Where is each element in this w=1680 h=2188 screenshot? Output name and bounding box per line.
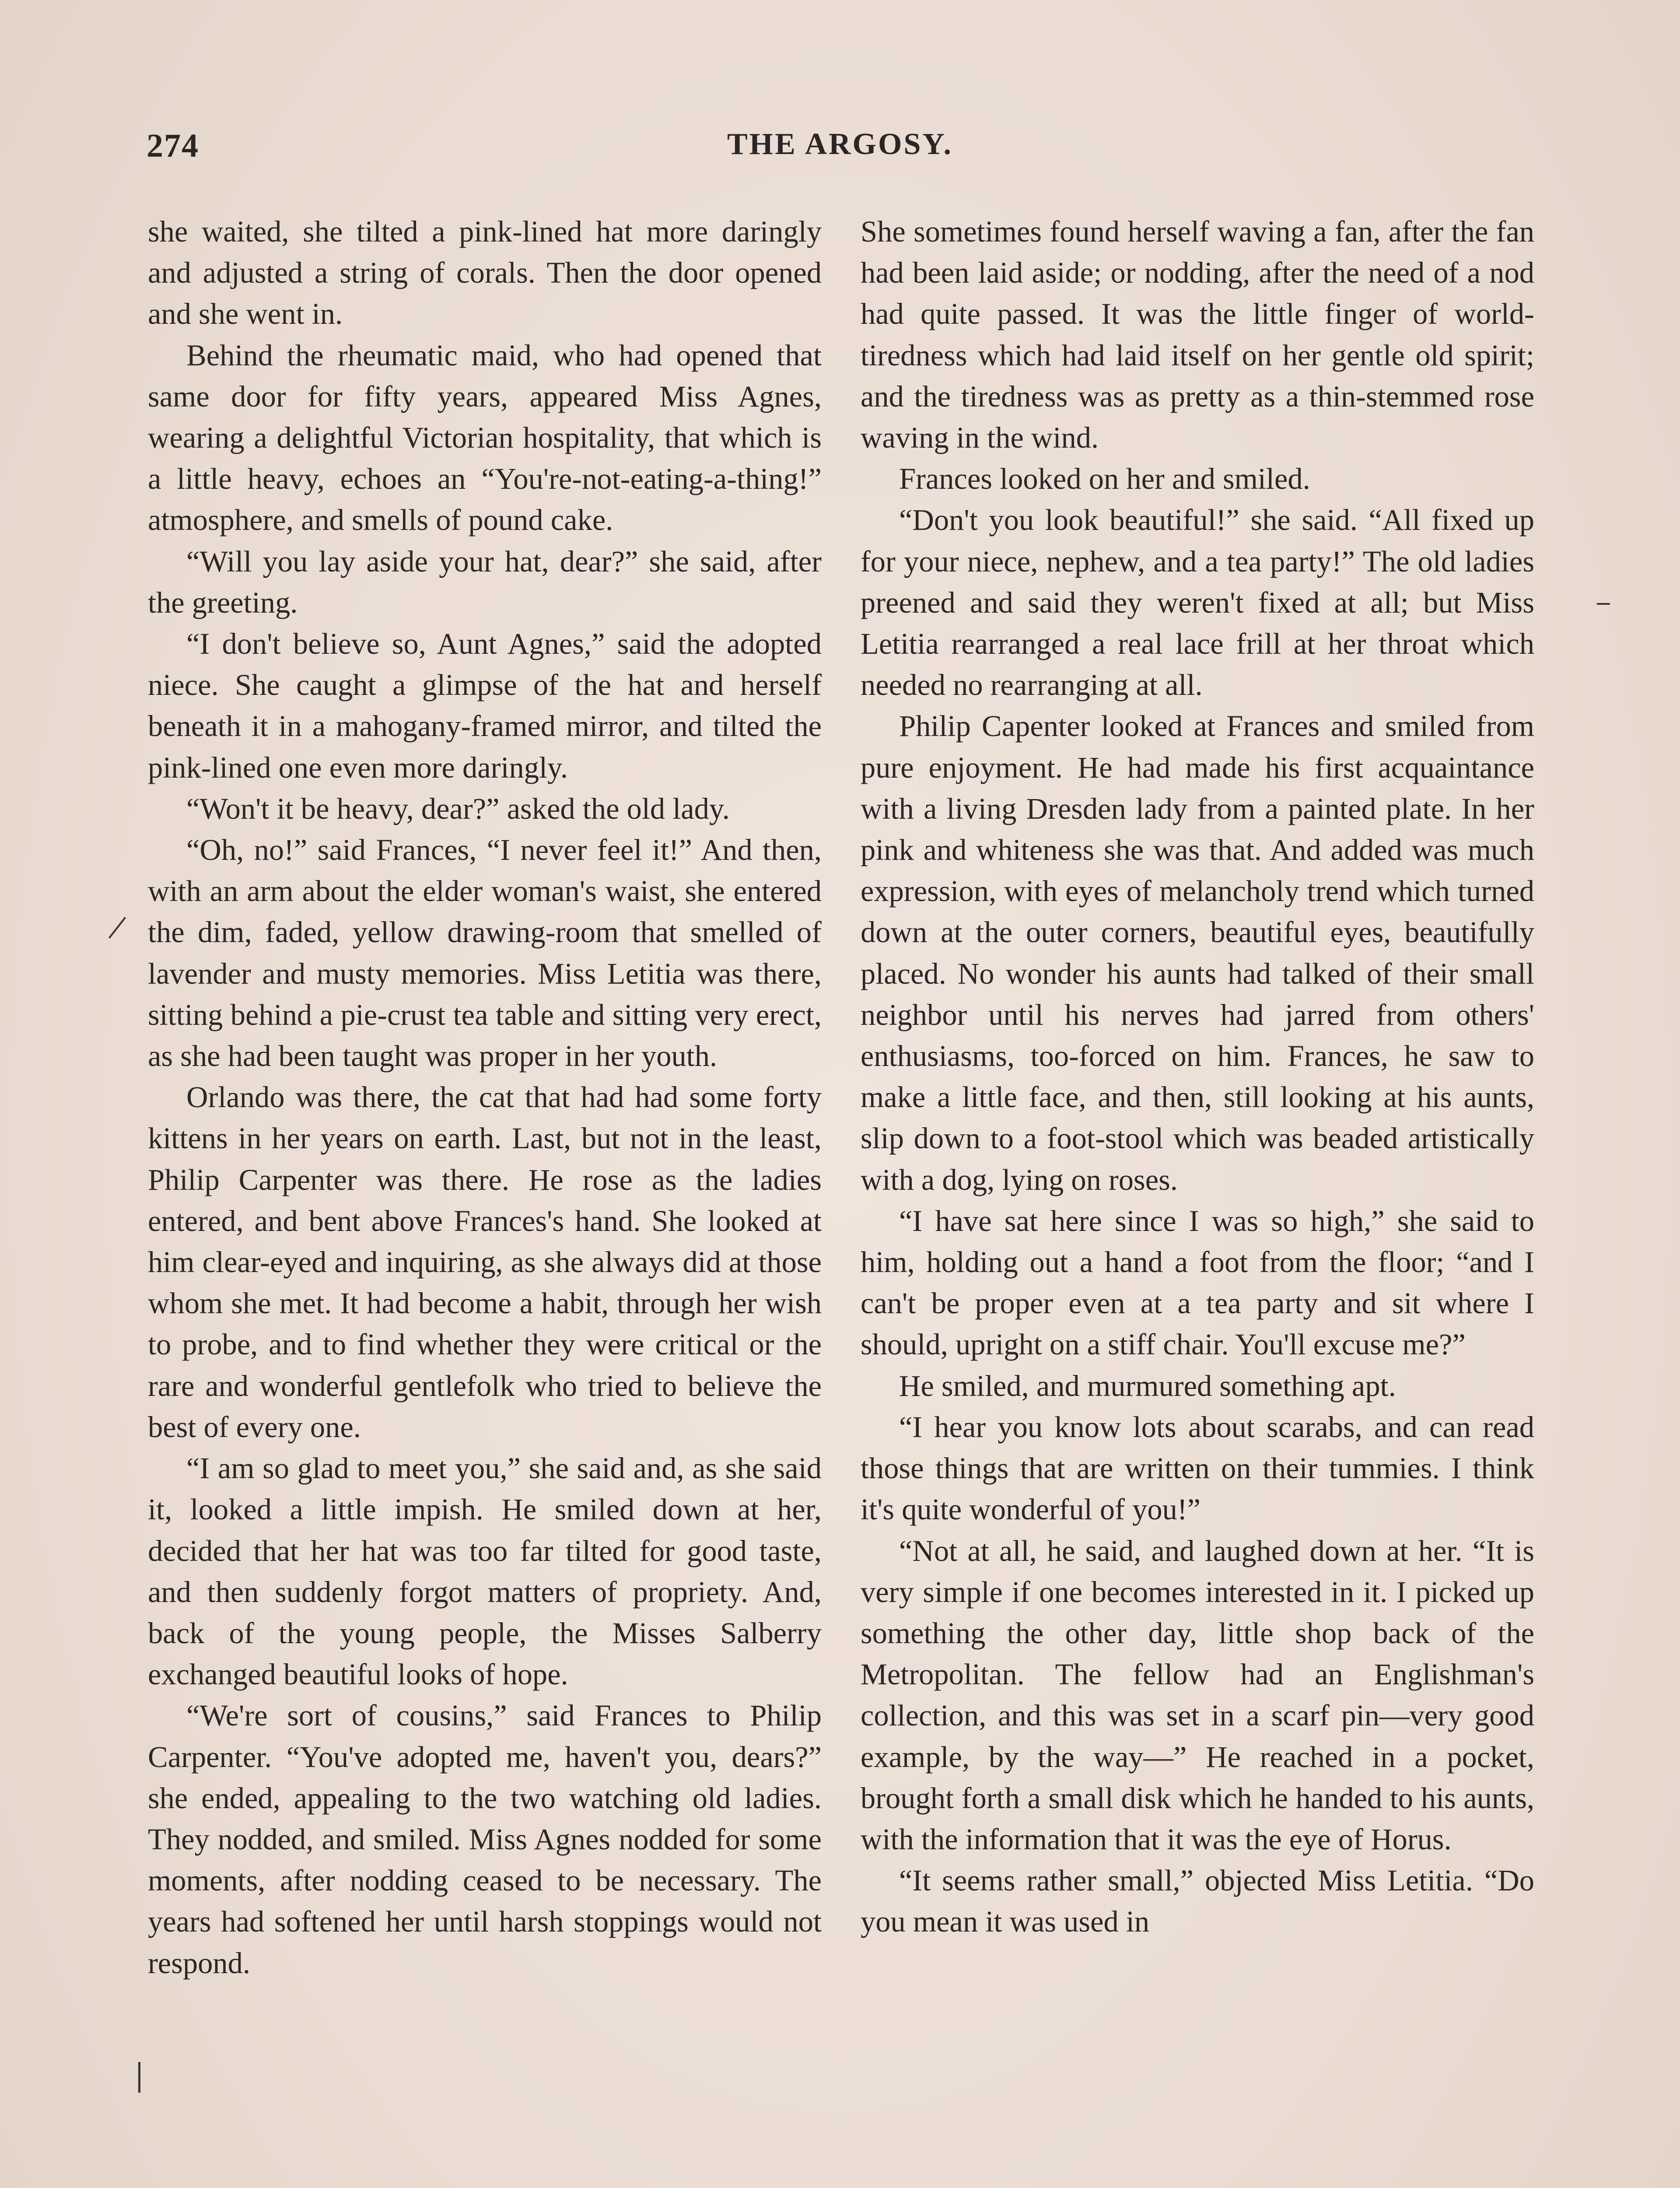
paragraph: “Not at all, he said, and laughed down at her. “It is very simple if one becomes interested in it. I picked up something the other day, little shop back of the Metropolitan. The fellow had an Englishman's collection, and this was set in a scarf pin—very good example, by the way—” He reached in a pocket, brought forth a small disk which he handed to his aunts, with the information that it was the eye of Horus. (861, 1534, 1534, 1856)
page-header (147, 127, 1533, 179)
paragraph: “We're sort of cousins,” said Frances to Philip Carpenter. “You've adopted me, haven't you, dears?” she ended, appealing to the two watching old ladies. They nodded, and smiled. Miss Agnes nodded for some moments, after nodding ceased to be necessary. The years had softened her until harsh stoppings would not respond. (148, 1699, 822, 1980)
paragraph: “It seems rather small,” objected Miss Letitia. “Do you mean it was used in (861, 1864, 1534, 1939)
paragraph: “Will you lay aside your hat, dear?” she said, after the greeting. (148, 544, 822, 619)
page-number: 274 (147, 127, 199, 164)
paragraph: Frances looked on her and smiled. (899, 462, 1310, 496)
paragraph: “Oh, no!” said Frances, “I never feel it!” And then, with an arm about the elder woman's waist, she entered the dim, faded, yellow drawing-room that smelled of lavender and musty memories. Miss Letitia was there, sitting behind a pie-crust tea table and sitting very erect, as she had been taught was proper in her youth. (148, 833, 822, 1073)
paragraph: “I hear you know lots about scarabs, and can read those things that are written on their tummies. I think it's quite wonderful of you!” (861, 1410, 1534, 1526)
paragraph: “I am so glad to meet you,” she said and, as she said it, looked a little impish. He smiled down at her, decided that her hat was too far tilted for good taste, and then suddenly forgot matters of propriety. And, back of the young people, the Misses Salberry exchanged beautiful looks of hope. (148, 1452, 822, 1691)
running-title: THE ARGOSY. (727, 127, 953, 161)
margin-pencil-mark (1597, 603, 1610, 605)
paragraph: Philip Capenter looked at Frances and smiled from pure enjoyment. He had made his first acquaintance with a living Dresden lady from a painted plate. In her pink and whiteness she was that. And added was much expression, with eyes of melancholy trend which turned down at the outer corners, beautiful eyes, beautifully placed. No wonder his aunts had talked of their small neighbor until his nerves had jarred from others' enthusiasms, too-forced on him. Frances, he saw to make a little face, and then, still looking at his aunts, slip down to a foot-stool which was beaded artistically with a dog, lying on roses. (861, 709, 1534, 1196)
paragraph: “Don't you look beautiful!” she said. “All fixed up for your niece, nephew, and a tea party!” The old ladies preened and said they weren't fixed at all; but Miss Letitia rearranged a real lace frill at her throat which needed no rearranging at all. (861, 503, 1534, 702)
margin-pencil-mark (108, 917, 126, 939)
paragraph: “Won't it be heavy, dear?” asked the old lady. (186, 792, 730, 825)
right-text-column (861, 211, 1534, 1943)
paragraph: He smiled, and murmured something apt. (899, 1369, 1396, 1403)
margin-pencil-mark (138, 2062, 140, 2093)
paragraph: She sometimes found herself waving a fan, after the fan had been laid aside; or nodding, after the need of a nod had quite passed. It was the little finger of world-tiredness which had laid itself on her gentle old spirit; and the tiredness was as pretty as a thin-stemmed rose waving in the wind. (861, 215, 1534, 455)
paragraph: Behind the rheumatic maid, who had opened that same door for fifty years, appeared Miss Agnes, wearing a delightful Victorian hospitality, that which is a little heavy, echoes an “You're-not-eating-a-thing!” atmosphere, and smells of pound cake. (148, 338, 822, 537)
paragraph: “I don't believe so, Aunt Agnes,” said the adopted niece. She caught a glimpse of the hat and herself beneath it in a mahogany-framed mirror, and tilted the pink-lined one even more daringly. (148, 627, 822, 784)
paragraph: she waited, she tilted a pink-lined hat more daringly and adjusted a string of corals. Then the door opened and she went in. (148, 215, 822, 331)
paragraph: “I have sat here since I was so high,” she said to him, holding out a hand a foot from the floor; “and I can't be proper even at a tea party and sit where I should, upright on a stiff chair. You'll excuse me?” (861, 1204, 1534, 1361)
left-text-column (148, 211, 822, 1984)
paragraph: Orlando was there, the cat that had had some forty kittens in her years on earth. Last, but not in the least, Philip Carpenter was there. He rose as the ladies entered, and bent above Frances's hand. She looked at him clear-eyed and inquiring, as she always did at those whom she met. It had become a habit, through her wish to probe, and to find whether they were critical or the rare and wonderful gentlefolk who tried to believe the best of every one. (148, 1080, 822, 1444)
